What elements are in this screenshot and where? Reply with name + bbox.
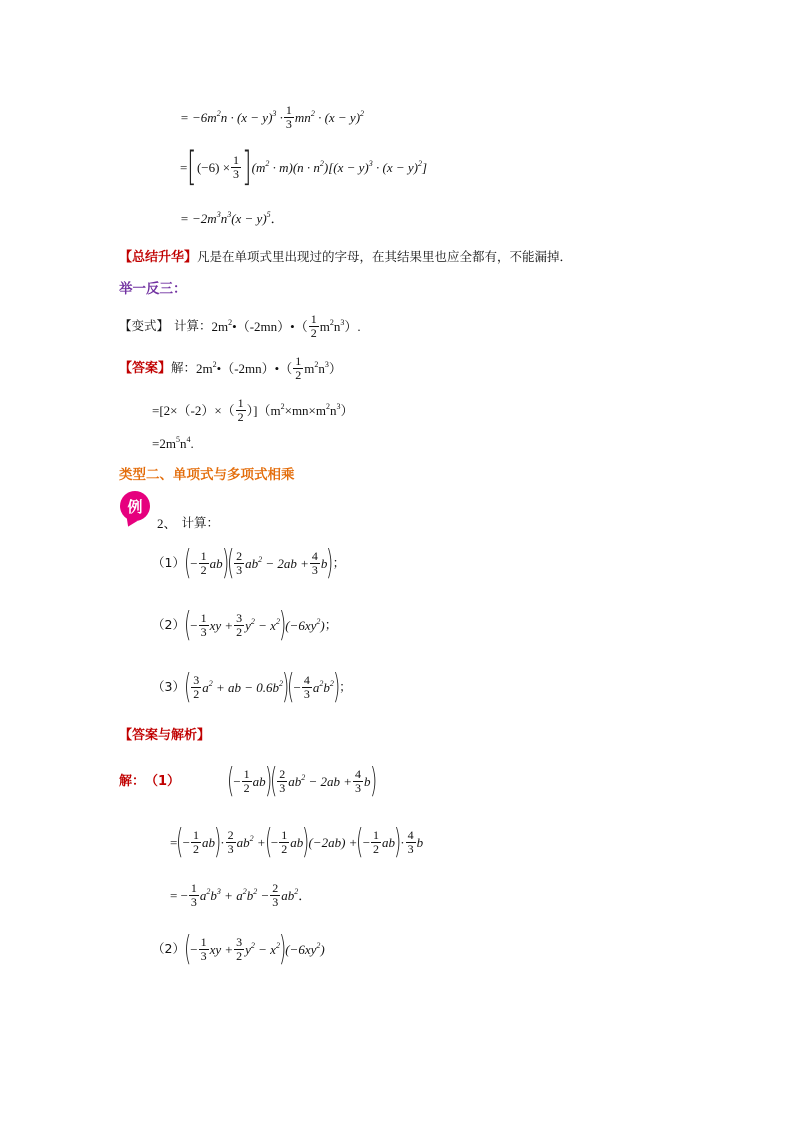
- solution-line-4: （2） ( − $\frac{1}{3}$ xy + $\frac{3}{2}$ $y^2 - x^2$ ) $(-6xy^2)$: [152, 929, 325, 969]
- problem-item-3: （3） ( $\frac{3}{2}$ $a^2$ + ab − $0.6b^2$ ) ( − $\frac{4}{3}$ $a^2b^2$ ) ；: [152, 667, 352, 707]
- example-badge: 例: [120, 491, 150, 521]
- summary-line: [119, 251, 572, 264]
- answer-line-2: =[2×（-2）×（ $\frac{1}{2}$ ）]$(m^2\times mn\times m^2n^3)$: [152, 396, 354, 424]
- variant-tag: 【变式】: [119, 318, 170, 334]
- solution-line-3: = − $\frac{1}{3}$ $a^2b^3 + a^2b^2$ − $\frac{2}{3}$ $ab^2$ ．: [170, 881, 312, 909]
- problem-item-2: （2） ( − $\frac{1}{3}$ xy + $\frac{3}{2}$ $y^2 - x^2$ ) $(-6xy^2)$ ；: [152, 605, 338, 645]
- variant-text: 计算：: [174, 318, 212, 334]
- type-heading: 类型二、单项式与多项式相乘: [119, 467, 295, 483]
- answer-line-3: $=2m^5n^4$.: [152, 435, 194, 451]
- answer-analysis-tag: 【答案与解析】: [119, 728, 211, 743]
- solution-line-2: = ( − $\frac{1}{2}$ ab ) · $\frac{2}{3}$ $ab^2$ + ( − $\frac{1}{2}$ ab ) (−2ab) + ( − $\frac{1}{2}$ ab ) · $\frac{4}{3}$ b: [170, 822, 424, 862]
- derivation-line-1: = $-6m^2n \cdot (x - y)^3$ · $\frac{1}{3}$ $mn^2 \cdot (x - y)^2$: [180, 103, 365, 131]
- solution-line-1: 解： （1） ( − $\frac{1}{2}$ ab ) ( $\frac{2}{3}$ $ab^2 - 2ab$ + $\frac{4}{3}$ b ): [119, 761, 377, 801]
- summary-tag: 【总结升华】: [119, 250, 198, 265]
- example-line: 2、 计算：: [157, 515, 220, 531]
- variant-line: 【变式】 计算： $2m^2•(-2mn)•$（ $\frac{1}{2}$ $m^2n^3$）.: [119, 312, 361, 340]
- derivation-line-3: = $-2m^3n^3(x - y)^5$ ．: [180, 210, 284, 226]
- answer-tag: 【答案】: [119, 361, 172, 376]
- summary-text: 凡是在单项式里出现过的字母，在其结果里也应全都有，不能漏掉．: [197, 249, 573, 265]
- practice-title: 举一反三：: [119, 281, 187, 297]
- problem-item-1: （1） ( − $\frac{1}{2}$ ab ) ( $\frac{2}{3}$ $ab^2 - 2ab$ + $\frac{4}{3}$ b ) ；: [152, 543, 346, 583]
- derivation-line-2: = [ (−6) × $\frac{1}{3}$ ] $(m^2 \cdot m)(n \cdot n^2)[(x - y)^3 \cdot (x - y)^2]$: [180, 144, 428, 190]
- answer-line-1: 【答案】 解： $2m^2•(-2mn)•$（ $\frac{1}{2}$ $m^2n^3$）: [119, 354, 342, 382]
